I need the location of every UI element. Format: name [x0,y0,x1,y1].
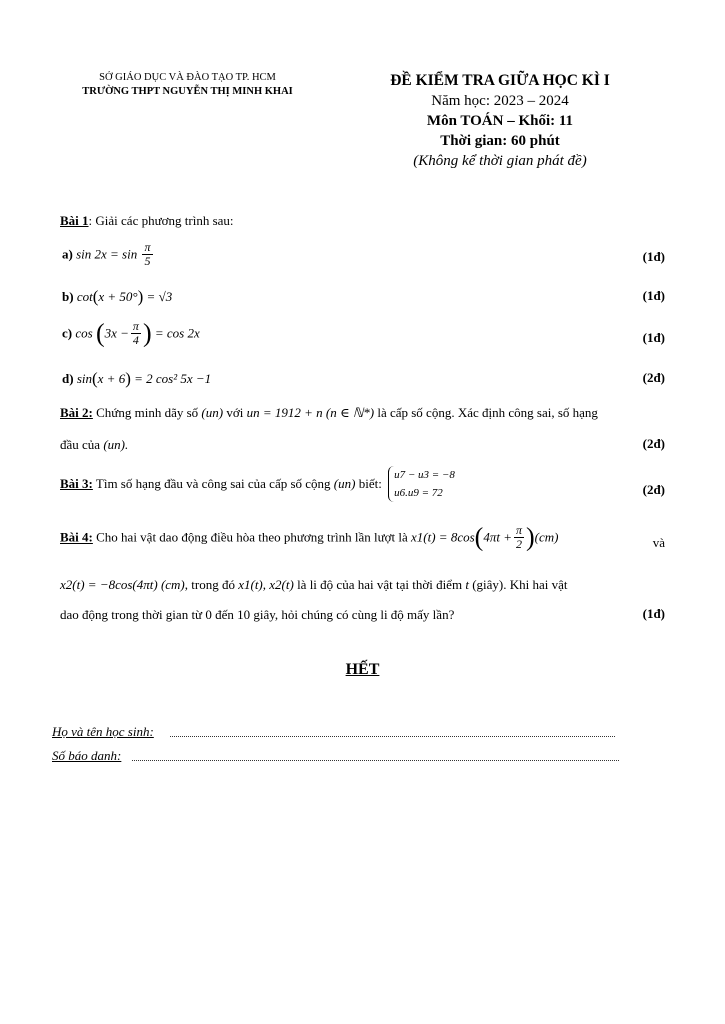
bai3-points: (2đ) [642,482,665,497]
bai1-b-cot: cot [76,289,93,304]
bai1-d-label: d) [62,371,74,386]
bai1-label: Bài 1 [60,213,89,228]
bai1-c-label: c) [62,325,73,341]
bai3-text: Tìm số hạng đầu và công sai của cấp số cộng [92,476,334,491]
bai4-va: và [652,535,665,550]
frac-den: 4 [132,333,139,347]
bai1-b-label: b) [62,289,74,304]
bai4-label: Bài 4: [60,529,93,545]
bai1-a [62,241,665,275]
bai2-formula: un = 1912 + n [246,405,323,420]
bai4-vars: x1(t), x2(t) [238,577,294,592]
bai4-line3 [60,606,665,624]
bai4-x1-arg: 4πt + [483,529,512,545]
subject: Môn TOÁN – Khối: 11 [426,113,574,129]
dept-name: SỞ GIÁO DỤC VÀ ĐÀO TẠO TP. HCM [99,72,276,83]
bai2-line2 [60,436,665,454]
school-year: Năm học: 2023 – 2024 [431,93,569,109]
bai1-c-cos: cos [75,325,93,341]
frac-num: π [144,240,151,254]
bai2-t2: với [223,405,247,420]
header-right [375,71,625,171]
bai1-d-points: (2đ) [642,370,665,385]
bai4-t2: , trong đó [184,577,235,592]
frac-num: π [132,319,139,333]
bai3-eq1: u7 − u3 = −8 [394,469,455,481]
bai1-a-fraction [142,241,152,268]
student-name-label: Họ và tên học sinh: [52,724,154,739]
bai1-b-rhs: = √3 [146,289,173,304]
bai4-x2: x2(t) = −8cos(4πt) (cm) [60,577,185,592]
bai4-tvar: t [465,577,469,592]
bai4-t1: Cho hai vật dao động điều hòa theo phương trình lần lượt là [92,529,408,545]
bai1-c-inner: 3x − [104,325,129,341]
bai1-a-lhs: sin 2x = sin [76,246,138,262]
bai4-t4: (giây). Khi hai vật [472,577,568,592]
bai4-t5: dao động trong thời gian từ 0 đến 10 giây, hỏi chúng có cùng li độ mấy lần? [60,607,455,622]
bai1-heading [60,212,665,230]
bai4-line2 [60,576,665,594]
bai4-fraction [514,524,524,551]
bai3-system [388,466,455,502]
bai1-a-label: a) [62,246,73,262]
end-marker: HẾT [345,661,380,678]
bai3-label: Bài 3: [60,476,93,491]
bai2-t3: là cấp số cộng. Xác định công sai, số hạng [374,405,598,420]
student-id-label: Số báo danh: [52,748,122,763]
bai2-cond: (n ∈ ℕ*) [325,405,375,420]
bai2-un: (un) [201,405,224,420]
exam-title: ĐỀ KIỂM TRA GIỮA HỌC KÌ I [390,72,610,89]
bai3-biet: biết: [355,476,382,491]
bai2-t5: (un). [103,437,129,452]
bai1-c-points: (1đ) [642,330,665,345]
bai1-b-arg: x + 50° [98,289,138,304]
bai4-t3: là li độ của hai vật tại thời điểm [297,577,463,592]
bai1-d-inner: x + 6 [97,371,126,386]
bai4-x1-lhs: x1(t) = 8cos [411,529,475,545]
student-id-line [132,760,619,761]
bai2-line1 [60,404,665,422]
frac-num: π [515,523,522,537]
bai1-d: d) sin(x + 6) = 2 cos² 5x −1 [62,369,212,388]
bai3-line [60,466,665,512]
student-name-line [170,736,615,737]
duration-note: (Không kể thời gian phát đề) [413,153,587,169]
bai1-c: c) cos (3x − $\frac{\pi}{4}$ ) = cos 2x [62,318,200,348]
bai3-un: (un) [333,476,356,491]
bai1-d-rhs: = 2 cos² 5x −1 [134,371,212,386]
bai1-b: b) cot(x + 50°) = √3 [62,287,173,306]
bai1-c-rhs: = cos 2x [154,325,200,341]
bai2-t4: đầu của [60,437,104,452]
bai2-label: Bài 2: [60,405,93,420]
bai1-b-points: (1đ) [642,288,665,303]
bai3-eq2: u6.u9 = 72 [394,487,443,499]
bai1-c-fraction [131,320,141,347]
school-name: TRƯỜNG THPT NGUYỄN THỊ MINH KHAI [82,86,293,97]
frac-den: 5 [144,254,151,268]
duration: Thời gian: 60 phút [440,133,560,149]
header-left [50,71,325,99]
bai2-t1: Chứng minh dãy số [92,405,202,420]
bai4-points: (1đ) [642,606,665,621]
bai1-d-sin: sin [76,371,92,386]
bai4-line1: Bài 4: Cho hai vật dao động điều hòa theo phương trình lần lượt là x1(t) = 8cos(4πt + $\frac{\pi}{2}$ )(cm) và [60,522,665,552]
bai2-points: (2đ) [642,436,665,451]
bai1-a-points: (1đ) [642,249,665,264]
frac-den: 2 [515,537,522,551]
bai4-unit: (cm) [534,529,559,545]
bai1-text: : Giải các phương trình sau: [88,213,234,228]
